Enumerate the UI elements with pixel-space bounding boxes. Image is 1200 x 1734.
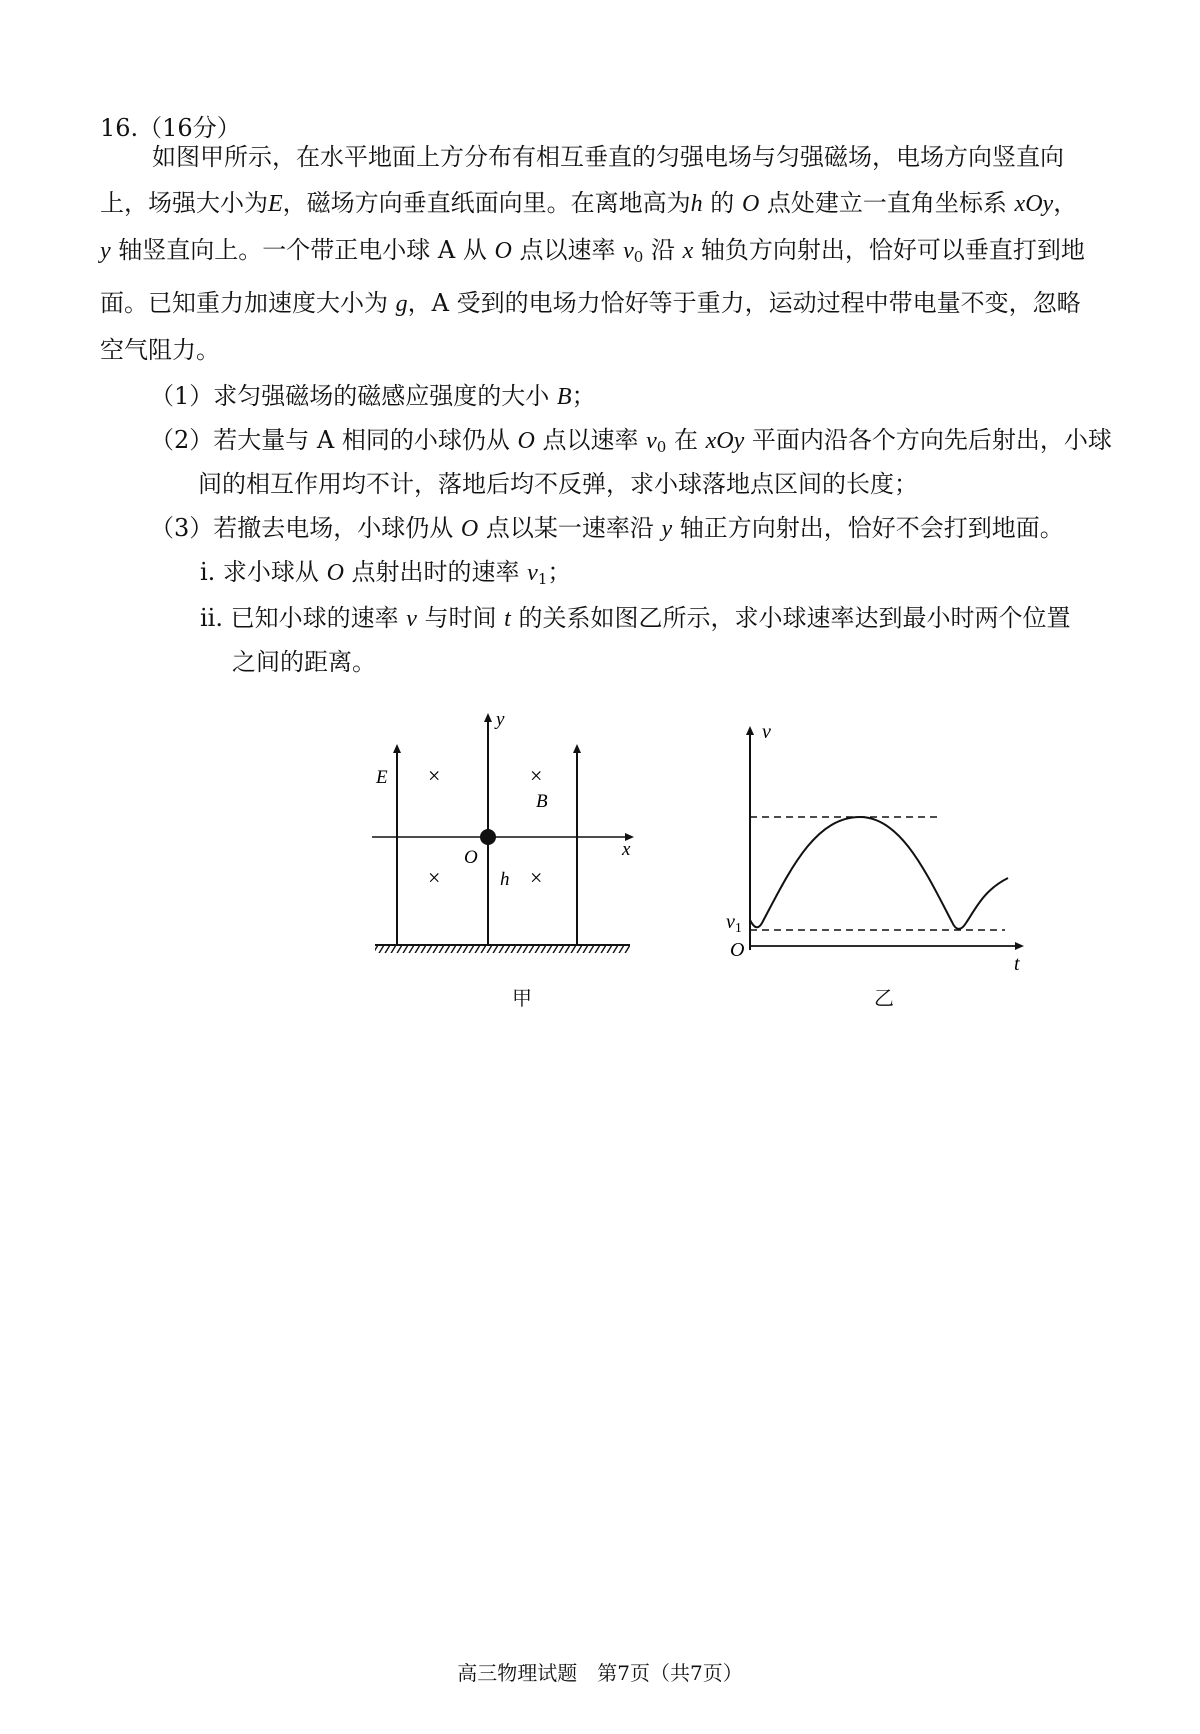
math-symbol: g bbox=[395, 291, 408, 317]
intro-line: y 轴竖直向上。一个带正电小球 A 从 O 点以速率 $v_0$ 沿 x 轴负方向射出，恰好可以垂直打到地 bbox=[100, 236, 1085, 266]
cross-mark: × bbox=[530, 763, 543, 788]
label-h: h bbox=[500, 869, 510, 890]
figure-jia bbox=[360, 705, 650, 965]
intro-line: 面。已知重力加速度大小为 g，A 受到的电场力恰好等于重力，运动过程中带电量不变，忽略 bbox=[100, 289, 1081, 317]
intro-line: 上，场强大小为E，磁场方向垂直纸面向里。在离地高为h 的 O 点处建立一直角坐标系 xOy， bbox=[100, 189, 1078, 217]
part-2-line1: （2）若大量与 A 相同的小球仍从 O 点以速率 $v_0$ 在 xOy 平面内沿各个方向先后射出，小球 bbox=[150, 426, 1112, 456]
part-3-ii-line2: 之间的距离。 bbox=[232, 648, 376, 676]
label-v: v bbox=[762, 721, 771, 743]
part-3-i: i. 求小球从 O 点射出时的速率 $v_1$； bbox=[200, 558, 572, 588]
cross-mark: × bbox=[530, 865, 543, 890]
label-O: O bbox=[464, 847, 478, 868]
question-intro bbox=[100, 134, 1104, 373]
math-symbol: O bbox=[517, 428, 535, 454]
math-symbol: E bbox=[268, 191, 283, 217]
part-1: （1）求匀强磁场的磁感应强度的大小 B； bbox=[150, 382, 596, 410]
page-footer: 高三物理试题 第7页（共7页） bbox=[457, 1661, 743, 1685]
math-symbol: v bbox=[406, 606, 417, 632]
part-2-line2: 间的相互作用均不计，落地后均不反弹，求小球落地点区间的长度； bbox=[198, 470, 918, 498]
math-symbol: y bbox=[661, 516, 673, 542]
origin-ball bbox=[480, 829, 496, 845]
math-symbol: h bbox=[690, 191, 703, 217]
math-symbol: B bbox=[556, 384, 572, 410]
math-symbol: t bbox=[504, 606, 511, 632]
speed-curve bbox=[750, 817, 1008, 929]
math-symbol: O bbox=[741, 191, 760, 217]
intro-line: 如图甲所示，在水平地面上方分布有相互垂直的匀强电场与匀强磁场，电场方向竖直向 bbox=[152, 143, 1064, 171]
math-symbol: v bbox=[527, 560, 538, 586]
question-number: 16.（16分） bbox=[100, 114, 241, 142]
math-subscript: 0 bbox=[633, 248, 644, 266]
math-symbol: xOy bbox=[1014, 191, 1054, 217]
math-symbol: O bbox=[326, 560, 344, 586]
math-symbol: O bbox=[494, 238, 512, 264]
label-y: y bbox=[496, 709, 505, 730]
label-O: O bbox=[730, 939, 745, 961]
math-symbol: O bbox=[460, 516, 479, 542]
cross-mark: × bbox=[428, 865, 441, 890]
caption-jia: 甲 bbox=[512, 986, 532, 1010]
intro-line: 空气阻力。 bbox=[100, 336, 220, 364]
part-3-ii-line1: ii. 已知小球的速率 v 与时间 t 的关系如图乙所示，求小球速率达到最小时两个位置 bbox=[200, 604, 1071, 632]
math-symbol: xOy bbox=[705, 428, 745, 454]
math-subscript: 1 bbox=[537, 570, 548, 588]
math-symbol: x bbox=[682, 238, 694, 264]
label-E: E bbox=[376, 767, 388, 788]
math-symbol: v bbox=[646, 428, 657, 454]
label-t: t bbox=[1014, 953, 1020, 970]
label-B: B bbox=[536, 791, 548, 812]
caption-yi: 乙 bbox=[874, 986, 894, 1010]
math-subscript: 0 bbox=[656, 438, 667, 456]
math-symbol: y bbox=[100, 238, 111, 264]
math-symbol: v bbox=[623, 238, 634, 264]
ground-hatch bbox=[375, 946, 630, 953]
label-x: x bbox=[622, 839, 631, 860]
figure-yi bbox=[720, 720, 1040, 970]
label-v1: $v_1$ bbox=[726, 911, 742, 936]
cross-mark: × bbox=[428, 763, 441, 788]
part-3: （3）若撤去电场，小球仍从 O 点以某一速率沿 y 轴正方向射出，恰好不会打到地面。 bbox=[150, 514, 1064, 542]
